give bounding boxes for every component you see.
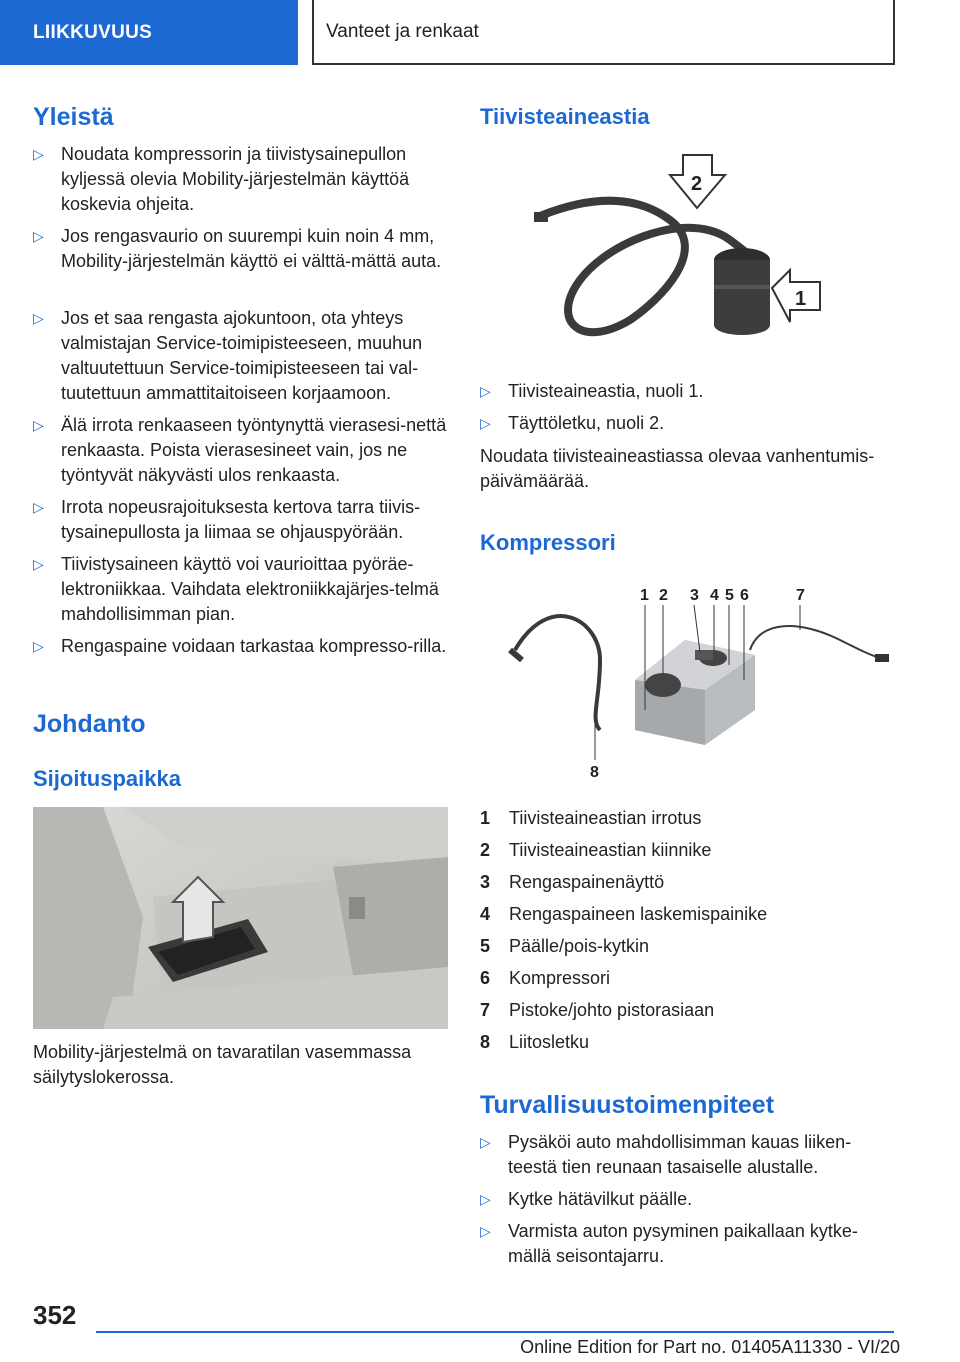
triangle-bullet-icon: ▷ <box>480 383 491 399</box>
list-item: ▷ Kytke hätävilkut päälle. <box>480 1187 895 1212</box>
triangle-bullet-icon: ▷ <box>33 146 44 162</box>
svg-text:8: 8 <box>590 764 599 780</box>
svg-text:7: 7 <box>796 587 805 604</box>
list-item: 7 Pistoke/johto pistorasiaan <box>480 1000 715 1020</box>
heading-sijoituspaikka: Sijoituspaikka <box>33 766 181 791</box>
list-item: ▷ Varmista auton pysyminen paikallaan kytke-mällä seisontajarru. <box>480 1221 858 1266</box>
trunk-storage-photo <box>33 807 448 1029</box>
svg-text:1: 1 <box>640 587 649 604</box>
list-item: ▷ Irrota nopeusrajoituksesta kertova tarra tiivis-tysainepullosta ja liimaa se ohjauspyörään. <box>33 497 421 542</box>
section-title: LIIKKUVUUS <box>33 21 153 43</box>
list-item: ▷ Rengaspaine voidaan tarkastaa kompresso-rilla. <box>33 634 448 684</box>
list-item: ▷ Tiivistysaineen käyttö voi vaurioittaa pyöräe-lektroniikkaa. Vaihdata elektroniikkajärjes-telmä mahdollisimman pian. <box>33 554 439 624</box>
triangle-bullet-icon: ▷ <box>33 556 44 572</box>
list-item: 2 Tiivisteaineastian kiinnike <box>480 840 712 860</box>
sealant-bottle-illustration <box>520 150 880 350</box>
svg-text:2: 2 <box>659 587 668 604</box>
svg-text:3: 3 <box>690 587 699 604</box>
edition-footer: Online Edition for Part no. 01405A11330 - VI/20 <box>520 1337 900 1357</box>
list-item: ▷ Tiivisteaineastia, nuoli 1. <box>480 379 895 404</box>
heading-kompressori: Kompressori <box>480 530 616 555</box>
caption: Mobility-järjestelmä on tavaratilan vasemmassa säilytyslokerossa. <box>33 1042 412 1087</box>
topic-title: Vanteet ja renkaat <box>326 20 479 42</box>
triangle-bullet-icon: ▷ <box>33 417 44 433</box>
list-item: 3 Rengaspainenäyttö <box>480 872 665 892</box>
list-item: 8 Liitosletku <box>480 1032 590 1052</box>
heading-yleista: Yleistä <box>33 103 114 131</box>
triangle-bullet-icon: ▷ <box>33 228 44 244</box>
list-item: 6 Kompressori <box>480 968 611 988</box>
expiry-note: Noudata tiivisteaineastiassa olevaa vanhentumis-päivämäärää. <box>480 446 875 491</box>
triangle-bullet-icon: ▷ <box>480 1191 491 1207</box>
svg-text:6: 6 <box>740 587 749 604</box>
footer-divider <box>96 1331 894 1333</box>
svg-text:1: 1 <box>795 288 807 310</box>
list-item: ▷ Jos rengasvaurio on suurempi kuin noin 4 mm, Mobility-järjestelmän käyttö ei välttä-mättä auta. <box>33 226 442 271</box>
page-number: 352 <box>33 1300 77 1330</box>
svg-text:2: 2 <box>691 173 703 195</box>
list-item: ▷ Jos et saa rengasta ajokuntoon, ota yhteys valmistajan Service-toimipisteeseen, muuhun valtuutettuun Service-toimipisteeseen tai val-tuutettuun ammattitaitoiseen korjaamoon. <box>33 308 423 403</box>
triangle-bullet-icon: ▷ <box>33 310 44 326</box>
svg-text:4: 4 <box>710 587 719 604</box>
triangle-bullet-icon: ▷ <box>33 499 44 515</box>
list-item: ▷ Noudata kompressorin ja tiivistysainepullon kyljessä olevia Mobility-järjestelmän käyttöä koskevia ohjeita. <box>33 144 410 214</box>
arrow-1-icon <box>772 270 820 322</box>
compressor-illustration <box>500 580 895 780</box>
list-item: 4 Rengaspaineen laskemispainike <box>480 904 768 924</box>
list-item: ▷ Täyttöletku, nuoli 2. <box>480 411 895 436</box>
list-item: 5 Päälle/pois-kytkin <box>480 936 650 956</box>
triangle-bullet-icon: ▷ <box>480 1223 491 1239</box>
list-item: ▷ Älä irrota renkaaseen työntynyttä vierasesi-nettä renkaasta. Poista vierasesineet vain, jos ne työntyvät näkyvästi ulos renkaasta. <box>33 415 447 485</box>
section-tab <box>0 0 298 65</box>
heading-tiivisteaineastia: Tiivisteaineastia <box>480 104 650 129</box>
list-item: 1 Tiivisteaineastian irrotus <box>480 808 702 828</box>
svg-text:5: 5 <box>725 587 734 604</box>
list-item: ▷ Pysäköi auto mahdollisimman kauas liiken-teestä tien reunaan tasaiselle alustalle. <box>480 1132 852 1177</box>
triangle-bullet-icon: ▷ <box>480 1134 491 1150</box>
arrow-2-icon <box>670 155 725 208</box>
triangle-bullet-icon: ▷ <box>480 415 491 431</box>
heading-turvallisuustoimenpiteet: Turvallisuustoimenpiteet <box>480 1091 775 1119</box>
triangle-bullet-icon: ▷ <box>33 638 44 654</box>
heading-johdanto: Johdanto <box>33 710 146 738</box>
topic-tab <box>312 0 895 65</box>
